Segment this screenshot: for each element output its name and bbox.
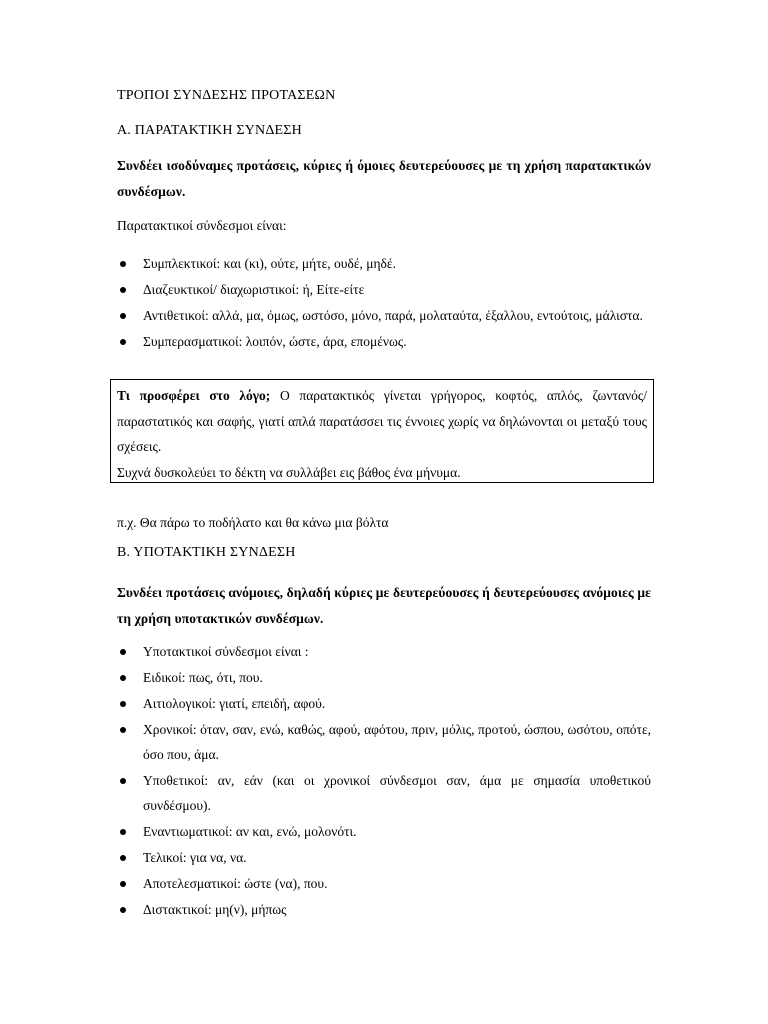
bullet-icon (120, 649, 126, 655)
list-item: Χρονικοί: όταν, σαν, ενώ, καθώς, αφού, αφότου, πριν, μόλις, προτού, ώσπου, ωσότου, οπότε, όσο που, άμα. (117, 717, 651, 767)
list-item: Ειδικοί: πως, ότι, που. (117, 665, 651, 690)
bullet-icon (120, 829, 126, 835)
list-item: Συμπλεκτικοί: και (κι), ούτε, μήτε, ουδέ, μηδέ. (117, 251, 651, 276)
bullet-icon (120, 907, 126, 913)
bullet-icon (120, 287, 126, 293)
list-item: Εναντιωματικοί: αν και, ενώ, μολονότι. (117, 819, 651, 844)
info-box-note: Συχνά δυσκολεύει το δέκτη να συλλάβει εις βάθος ένα μήνυμα. (117, 464, 461, 480)
info-box-lead: Τι προσφέρει στο λόγο; (117, 388, 271, 403)
bullet-icon (120, 261, 126, 267)
bullet-icon (120, 701, 126, 707)
list-item: Αιτιολογικοί: γιατί, επειδή, αφού. (117, 691, 651, 716)
bullet-icon (120, 339, 126, 345)
section-b-list (117, 639, 651, 923)
section-b-heading: Β. ΥΠΟΤΑΚΤΙΚΗ ΣΥΝΔΕΣΗ (117, 545, 296, 560)
section-a-list-intro: Παρατακτικοί σύνδεσμοι είναι: (117, 218, 287, 233)
section-b-intro: Συνδέει προτάσεις ανόμοιες, δηλαδή κύριες με δευτερεύουσες ή δευτερεύουσες ανόμοιες με τη χρήση υποτακτικών συνδέσμων. (117, 585, 651, 626)
bullet-icon (120, 727, 126, 733)
list-item: Αποτελεσματικοί: ώστε (να), που. (117, 871, 651, 896)
list-item: Διστακτικοί: μη(ν), μήπως (117, 897, 651, 922)
list-item: Υποτακτικοί σύνδεσμοι είναι : (117, 639, 651, 664)
list-item: Αντιθετικοί: αλλά, μα, όμως, ωστόσο, μόνο, παρά, μολαταύτα, έξαλλου, εντούτοις, μάλιστα. (117, 303, 651, 328)
list-item: Συμπερασματικοί: λοιπόν, ώστε, άρα, επομένως. (117, 329, 651, 354)
info-box (110, 379, 654, 483)
section-a-list (117, 251, 651, 355)
bullet-icon (120, 675, 126, 681)
bullet-icon (120, 881, 126, 887)
page-title: ΤΡΟΠΟΙ ΣΥΝΔΕΣΗΣ ΠΡΟΤΑΣΕΩΝ (117, 88, 336, 103)
section-a-intro: Συνδέει ισοδύναμες προτάσεις, κύριες ή όμοιες δευτερεύουσες με τη χρήση παρατακτικών συνδέσμων. (117, 158, 651, 199)
bullet-icon (120, 778, 126, 784)
example-sentence: π.χ. Θα πάρω το ποδήλατο και θα κάνω μια βόλτα (117, 515, 389, 530)
info-box-text: Τι προσφέρει στο λόγο; Ο παρατακτικός γίνεται γρήγορος, κοφτός, απλός, ζωντανός/παραστατικός και σαφής, γιατί απλά παρατάσσει τις έννοιες χωρίς να δηλώνονται οι μεταξύ τους σχέσεις. (117, 388, 647, 454)
section-a-heading: Α. ΠΑΡΑΤΑΚΤΙΚΗ ΣΥΝΔΕΣΗ (117, 123, 302, 138)
list-item: Τελικοί: για να, να. (117, 845, 651, 870)
list-item: Υποθετικοί: αν, εάν (και οι χρονικοί σύνδεσμοι σαν, άμα με σημασία υποθετικού συνδέσμου). (117, 768, 651, 818)
bullet-icon (120, 855, 126, 861)
list-item: Διαζευκτικοί/ διαχωριστικοί: ή, Είτε-είτε (117, 277, 651, 302)
bullet-icon (120, 313, 126, 319)
